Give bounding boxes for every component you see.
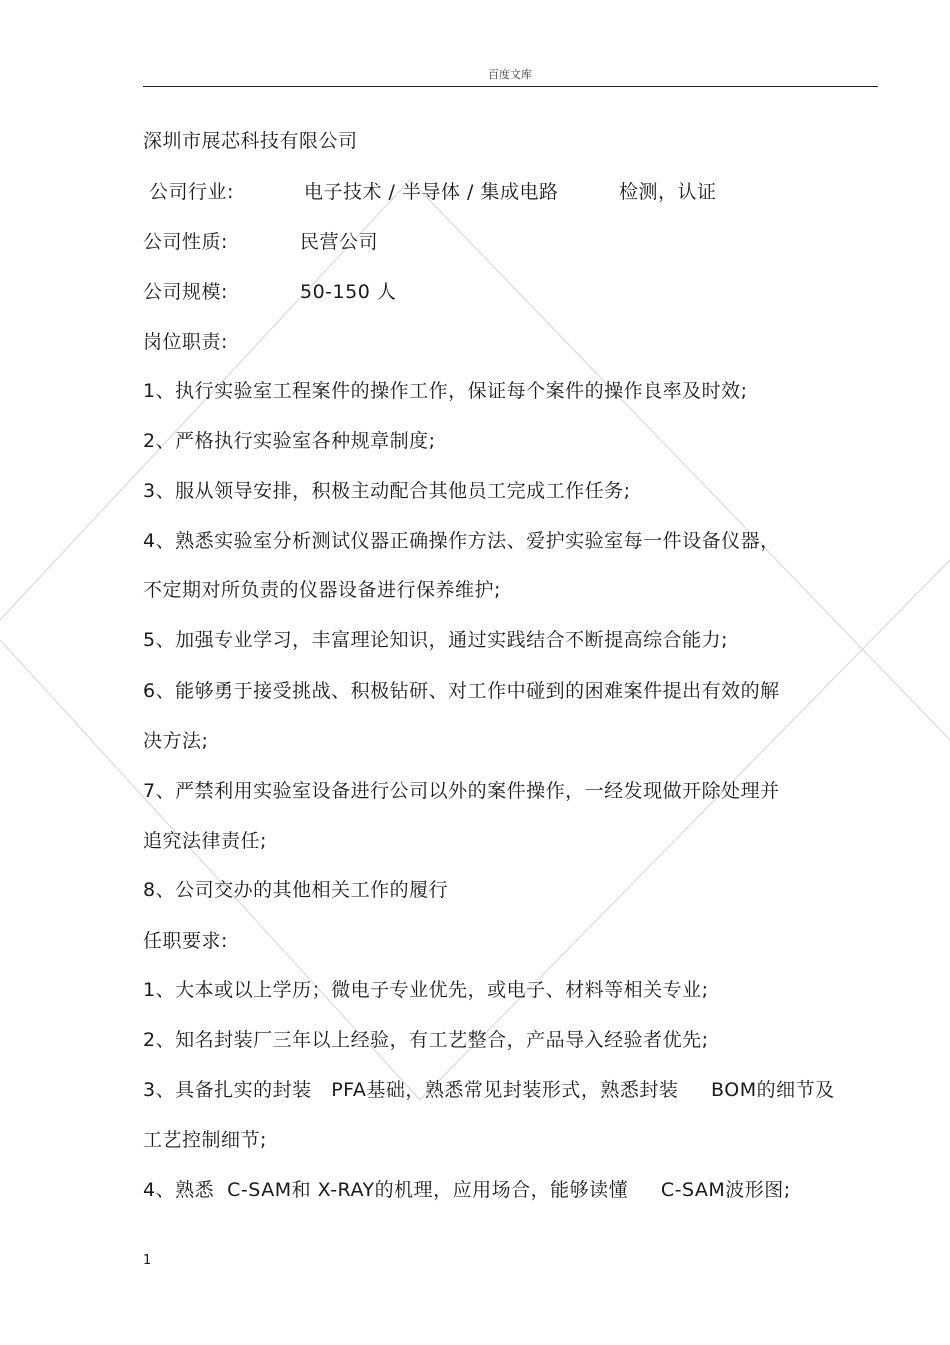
industry-extra: 检测，认证	[619, 181, 717, 203]
duty-line: 4、熟悉实验室分析测试仪器正确操作方法、爱护实验室每一件设备仪器，	[143, 530, 780, 552]
company-name: 深圳市展芯科技有限公司	[143, 130, 358, 152]
duties-heading: 岗位职责:	[143, 331, 228, 353]
duty-line: 1、执行实验室工程案件的操作工作，保证每个案件的操作良率及时效;	[143, 380, 748, 402]
requirement-line: 工艺控制细节;	[143, 1129, 267, 1151]
duty-line: 6、能够勇于接受挑战、积极钻研、对工作中碰到的困难案件提出有效的解	[143, 680, 780, 702]
nature-value: 民营公司	[300, 231, 379, 253]
size-value: 50-150 人	[300, 281, 397, 303]
industry-value: 电子技术 / 半导体 / 集成电路	[304, 181, 559, 203]
duty-line: 决方法;	[143, 730, 209, 752]
duty-line: 7、严禁利用实验室设备进行公司以外的案件操作，一经发现做开除处理并	[143, 780, 780, 802]
duty-line: 5、加强专业学习，丰富理论知识，通过实践结合不断提高综合能力;	[143, 629, 728, 651]
size-label: 公司规模:	[143, 281, 228, 303]
requirement-line: 3、具备扎实的封装 PFA基础，熟悉常见封装形式，熟悉封装 BOM的细节及	[143, 1079, 835, 1101]
duty-line: 追究法律责任;	[143, 830, 267, 852]
page-number: 1	[143, 1253, 152, 1268]
nature-label: 公司性质:	[143, 231, 228, 253]
requirement-line: 2、知名封装厂三年以上经验，有工艺整合，产品导入经验者优先;	[143, 1029, 709, 1051]
industry-label: 公司行业:	[149, 181, 234, 203]
requirement-line: 4、熟悉 C-SAM和 X-RAY的机理，应用场合，能够读懂 C-SAM波形图;	[143, 1179, 791, 1201]
duty-line: 3、服从领导安排，积极主动配合其他员工完成工作任务;	[143, 480, 631, 502]
header-divider	[143, 86, 878, 87]
duty-line: 8、公司交办的其他相关工作的履行	[143, 879, 449, 901]
requirements-heading: 任职要求:	[143, 930, 228, 952]
header-title: 百度文库	[488, 68, 532, 81]
requirement-line: 1、大本或以上学历；微电子专业优先，或电子、材料等相关专业;	[143, 979, 709, 1001]
duty-line: 不定期对所负责的仪器设备进行保养维护;	[143, 579, 501, 601]
duty-line: 2、严格执行实验室各种规章制度;	[143, 430, 436, 452]
